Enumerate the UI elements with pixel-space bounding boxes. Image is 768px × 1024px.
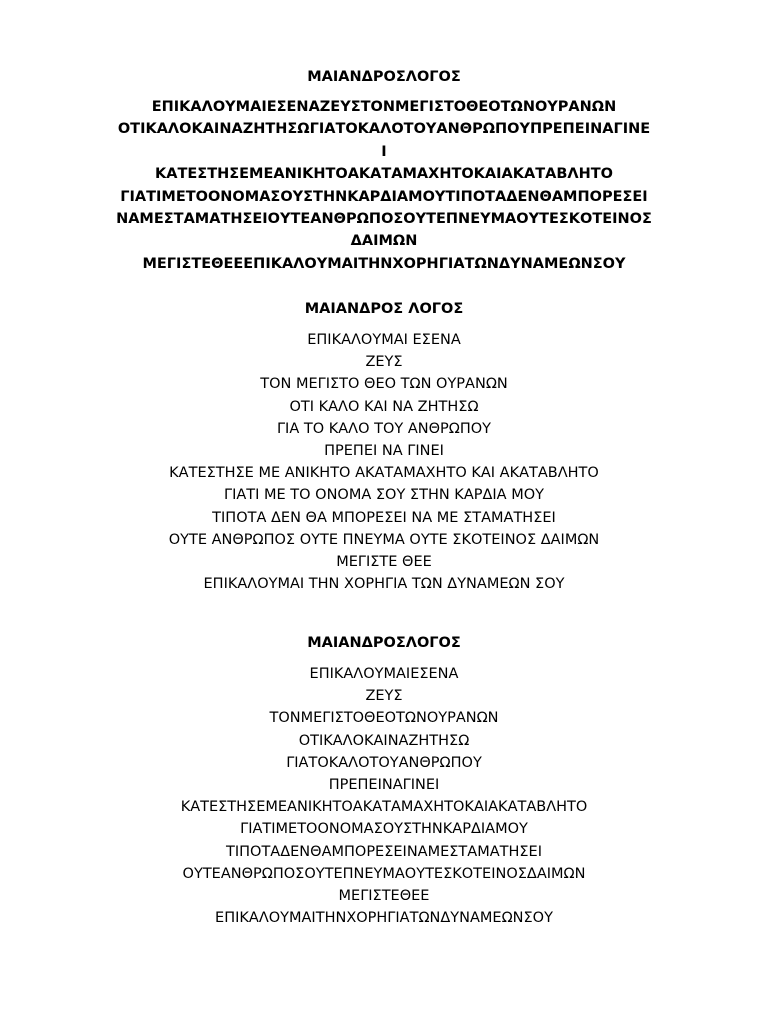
section-2-title: ΜΑΙΑΝΔΡΟΣ ΛΟΓΟΣ: [304, 301, 464, 317]
section-2-line: ΜΕΓΙΣΤΕ ΘΕΕ: [336, 554, 432, 571]
section-2-line: ΠΡΕΠΕΙ ΝΑ ΓΙΝΕΙ: [324, 443, 444, 460]
section-1-heading: [60, 66, 708, 88]
section-3-line: ΜΕΓΙΣΤΕΘΕΕ: [338, 888, 430, 905]
section-1-body: [60, 96, 708, 275]
section-2-line: ΖΕΥΣ: [365, 354, 403, 371]
section-1-title: ΜΑΙΑΝΔΡΟΣΛΟΓΟΣ: [307, 69, 461, 85]
section-3-line: ΓΙΑΤΙΜΕΤΟΟΝΟΜΑΣΟΥΣΤΗΝΚΑΡΔΙΑΜΟΥ: [240, 821, 528, 838]
section-3-line: ΓΙΑΤΟΚΑΛΟΤΟΥΑΝΘΡΩΠΟΥ: [286, 754, 482, 771]
section-2-heading: [60, 298, 708, 320]
section-2-line: ΕΠΙΚΑΛΟΥΜΑΙ ΤΗΝ ΧΟΡΗΓΙΑ ΤΩΝ ΔΥΝΑΜΕΩΝ ΣΟΥ: [203, 576, 565, 593]
section-2-line: ΕΠΙΚΑΛΟΥΜΑΙ ΕΣΕΝΑ: [307, 332, 461, 348]
section-1-line: ΝΑΜΕΣΤΑΜΑΤΗΣΕΙΟΥΤΕΑΝΘΡΩΠΟΣΟΥΤΕΠΝΕΥΜΑΟΥΤΕΣΚΟΤΕΙΝΟΣ: [116, 211, 652, 228]
section-1-line: ΓΙΑΤΙΜΕΤΟΟΝΟΜΑΣΟΥΣΤΗΝΚΑΡΔΙΑΜΟΥΤΙΠΟΤΑΔΕΝΘΑΜΠΟΡΕΣΕΙ: [120, 188, 648, 205]
section-1-line: Ι: [381, 143, 387, 160]
section-3-line: ΕΠΙΚΑΛΟΥΜΑΙΤΗΝΧΟΡΗΓΙΑΤΩΝΔΥΝΑΜΕΩΝΣΟΥ: [215, 910, 553, 927]
section-2-line: ΚΑΤΕΣΤΗΣΕ ΜΕ ΑΝΙΚΗΤΟ ΑΚΑΤΑΜΑΧΗΤΟ ΚΑΙ ΑΚΑΤΑΒΛΗΤΟ: [169, 465, 599, 482]
section-1-line: ΚΑΤΕΣΤΗΣΕΜΕΑΝΙΚΗΤΟΑΚΑΤΑΜΑΧΗΤΟΚΑΙΑΚΑΤΑΒΛΗΤΟ: [155, 166, 613, 183]
section-1-line: ΟΤΙΚΑΛΟΚΑΙΝΑΖΗΤΗΣΩΓΙΑΤΟΚΑΛΟΤΟΥΑΝΘΡΩΠΟΥΠΡΕΠΕΙΝΑΓΙΝΕ: [117, 121, 651, 138]
section-1-line: ΔΑΙΜΩΝ: [350, 233, 418, 250]
section-2-body: [60, 329, 708, 595]
section-3-line: ΚΑΤΕΣΤΗΣΕΜΕΑΝΙΚΗΤΟΑΚΑΤΑΜΑΧΗΤΟΚΑΙΑΚΑΤΑΒΛΗΤΟ: [180, 799, 588, 816]
section-1-line: ΕΠΙΚΑΛΟΥΜΑΙΕΣΕΝΑΖΕΥΣΤΟΝΜΕΓΙΣΤΟΘΕΟΤΩΝΟΥΡΑΝΩΝ: [151, 99, 617, 115]
section-2-line: ΤΟΝ ΜΕΓΙΣΤΟ ΘΕΟ ΤΩΝ ΟΥΡΑΝΩΝ: [260, 376, 508, 393]
section-2-line: ΟΤΙ ΚΑΛΟ ΚΑΙ ΝΑ ΖΗΤΗΣΩ: [289, 398, 479, 415]
section-3-line: ΕΠΙΚΑΛΟΥΜΑΙΕΣΕΝΑ: [309, 666, 459, 682]
section-1-line: ΜΕΓΙΣΤΕΘΕΕΕΠΙΚΑΛΟΥΜΑΙΤΗΝΧΟΡΗΓΙΑΤΩΝΔΥΝΑΜΕΩΝΣΟΥ: [142, 255, 626, 272]
section-3-body: [60, 663, 708, 929]
section-3-line: ΟΤΙΚΑΛΟΚΑΙΝΑΖΗΤΗΣΩ: [298, 732, 470, 749]
section-3-line: ΤΙΠΟΤΑΔΕΝΘΑΜΠΟΡΕΣΕΙΝΑΜΕΣΤΑΜΑΤΗΣΕΙ: [226, 843, 542, 860]
section-3-title: ΜΑΙΑΝΔΡΟΣΛΟΓΟΣ: [307, 635, 461, 651]
section-3-line: ΤΟΝΜΕΓΙΣΤΟΘΕΟΤΩΝΟΥΡΑΝΩΝ: [269, 710, 499, 727]
section-2-line: ΟΥΤΕ ΑΝΘΡΩΠΟΣ ΟΥΤΕ ΠΝΕΥΜΑ ΟΥΤΕ ΣΚΟΤΕΙΝΟΣ ΔΑΙΜΩΝ: [168, 531, 600, 548]
section-3-line: ΖΕΥΣ: [365, 688, 403, 705]
section-2-line: ΓΙΑΤΙ ΜΕ ΤΟ ΟΝΟΜΑ ΣΟΥ ΣΤΗΝ ΚΑΡΔΙΑ ΜΟΥ: [224, 487, 544, 504]
section-3-heading: [60, 632, 708, 654]
section-2-line: ΤΙΠΟΤΑ ΔΕΝ ΘΑ ΜΠΟΡΕΣΕΙ ΝΑ ΜΕ ΣΤΑΜΑΤΗΣΕΙ: [212, 509, 556, 526]
section-2-line: ΓΙΑ ΤΟ ΚΑΛΟ ΤΟΥ ΑΝΘΡΩΠΟΥ: [276, 420, 492, 437]
section-3-line: ΠΡΕΠΕΙΝΑΓΙΝΕΙ: [328, 777, 440, 794]
section-3-line: ΟΥΤΕΑΝΘΡΩΠΟΣΟΥΤΕΠΝΕΥΜΑΟΥΤΕΣΚΟΤΕΙΝΟΣΔΑΙΜΩΝ: [182, 865, 586, 882]
